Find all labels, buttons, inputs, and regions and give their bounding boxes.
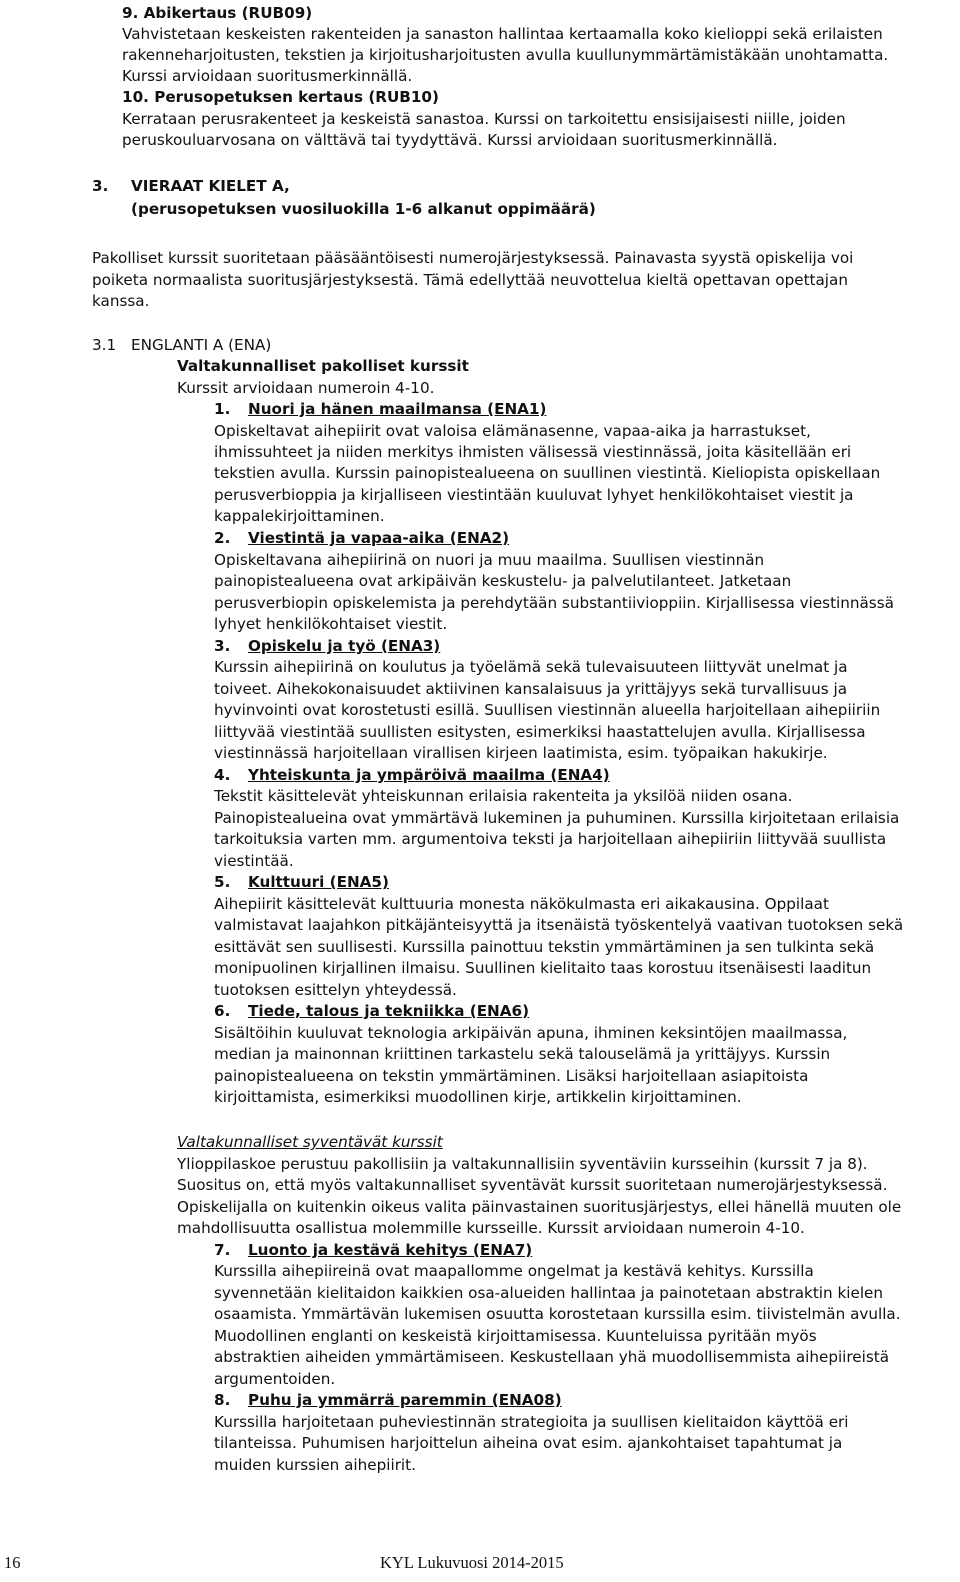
ena1-line-1: Opiskeltavat aihepiirit ovat valoisa elämänasenne, vapaa-aika ja harrastukset, bbox=[214, 422, 811, 440]
ena5-line-3: esittävät sen suullisesti. Kurssilla painottuu tekstin ymmärtäminen ja sen tulkinta sekä bbox=[214, 938, 875, 956]
course-title-ena4: Yhteiskunta ja ympäröivä maailma (ENA4) bbox=[248, 766, 610, 784]
page-number: 16 bbox=[4, 1553, 21, 1572]
advanced-intro-line-3: Opiskelijalla on kuitenkin oikeus valita päinvastainen suoritusjärjestys, ellei hänellä muuten ole bbox=[177, 1198, 902, 1216]
ena7-line-1: Kurssilla aihepiireinä ovat maapallomme ongelmat ja kestävä kehitys. Kurssilla bbox=[214, 1262, 814, 1280]
ena1-line-4: perusverbioppia ja kirjalliseen viestintään kuuluvat lyhyet henkilökohtaiset viestit ja bbox=[214, 486, 854, 504]
advanced-heading: Valtakunnalliset syventävät kurssit bbox=[177, 1133, 443, 1151]
ena7-line-5: abstraktien aiheiden ymmärtämiseen. Keskustellaan yhä muodollisemmista aihepiireistä bbox=[214, 1348, 890, 1366]
ena08-line-2: tilanteissa. Puhumisen harjoittelun aiheina ovat esim. ajankohtaiset tapahtumat ja bbox=[214, 1434, 843, 1452]
ena1-line-5: kappalekirjoittaminen. bbox=[214, 507, 385, 525]
ena2-line-4: lyhyet henkilökohtaiset viestit. bbox=[214, 615, 448, 633]
course-title-ena08: Puhu ja ymmärrä paremmin (ENA08) bbox=[248, 1391, 562, 1409]
ena08-line-1: Kurssilla harjoitetaan puheviestinnän strategioita ja suullisen kielitaidon käyttöä eri bbox=[214, 1413, 849, 1431]
section-number: 3. bbox=[92, 177, 109, 195]
rub10-line-1: Kerrataan perusrakenteet ja keskeistä sanastoa. Kurssi on tarkoitettu ensisijaisesti niille, joiden bbox=[122, 110, 846, 128]
section-intro-line-1: Pakolliset kurssit suoritetaan pääsääntöisesti numerojärjestyksessä. Painavasta syystä opiskelija voi bbox=[92, 249, 854, 267]
course-title-ena7: Luonto ja kestävä kehitys (ENA7) bbox=[248, 1241, 533, 1259]
ena4-line-2: Painopistealueina ovat ymmärtävä lukeminen ja puhuminen. Kurssilla kirjoitetaan erilaisia bbox=[214, 809, 900, 827]
course-number: 4. bbox=[214, 766, 231, 784]
course-number: 8. bbox=[214, 1391, 231, 1409]
course-title-ena2: Viestintä ja vapaa-aika (ENA2) bbox=[248, 529, 510, 547]
section-title: VIERAAT KIELET A, bbox=[131, 177, 290, 195]
course-number: 2. bbox=[214, 529, 231, 547]
course-title-rub10: 10. Perusopetuksen kertaus (RUB10) bbox=[122, 88, 439, 106]
ena6-line-4: kirjoittamista, esimerkiksi muodollinen kirje, artikkelin kirjoittaminen. bbox=[214, 1088, 742, 1106]
rub09-line-1: Vahvistetaan keskeisten rakenteiden ja sanaston hallintaa kertaamalla koko kielioppi sekä erilaisten bbox=[122, 25, 883, 43]
section-subtitle: (perusopetuksen vuosiluokilla 1‑6 alkanut oppimäärä) bbox=[131, 200, 596, 218]
course-title-ena5: Kulttuuri (ENA5) bbox=[248, 873, 389, 891]
ena7-line-6: argumentoiden. bbox=[214, 1370, 336, 1388]
subsection-number: 3.1 bbox=[92, 336, 117, 354]
advanced-intro-line-4: mahdollisuutta osallistua molemmille kursseille. Kurssit arvioidaan numeroin 4-10. bbox=[177, 1219, 805, 1237]
ena2-line-2: painopistealueena ovat arkipäivän keskustelu- ja palvelutilanteet. Jatketaan bbox=[214, 572, 792, 590]
rub09-line-2: rakenneharjoitusten, tekstien ja kirjoitusharjoitusten avulla kuullunymmärtämistäkään unohtamatta. bbox=[122, 46, 889, 64]
advanced-intro-line-2: Suositus on, että myös valtakunnalliset syventävät kurssit suoritetaan numerojärjestyksessä. bbox=[177, 1176, 888, 1194]
mandatory-heading: Valtakunnalliset pakolliset kurssit bbox=[177, 357, 469, 375]
grading-note: Kurssit arvioidaan numeroin 4-10. bbox=[177, 379, 435, 397]
ena5-line-5: tuotoksen esittelyn yhteydessä. bbox=[214, 981, 457, 999]
ena1-line-2: ihmissuhteet ja niiden merkitys ihmisten välisessä viestinnässä, joita käsitellään eri bbox=[214, 443, 852, 461]
ena6-line-3: painopistealueena on tekstin ymmärtäminen. Lisäksi harjoitellaan asiapitoista bbox=[214, 1067, 809, 1085]
course-number: 7. bbox=[214, 1241, 231, 1259]
course-number: 3. bbox=[214, 637, 231, 655]
ena08-line-3: muiden kurssien aihepiirit. bbox=[214, 1456, 416, 1474]
ena3-line-3: hyvinvointi ovat korostetusti esillä. Suullisen viestinnän alueella harjoitellaan aihepiiriin bbox=[214, 701, 881, 719]
section-intro-line-3: kanssa. bbox=[92, 292, 150, 310]
course-number: 6. bbox=[214, 1002, 231, 1020]
course-title-ena6: Tiede, talous ja tekniikka (ENA6) bbox=[248, 1002, 530, 1020]
ena2-line-3: perusverbiopin opiskelemista ja perehdytään substantiivioppiin. Kirjallisessa viestinnässä bbox=[214, 594, 894, 612]
course-title-rub09: 9. Abikertaus (RUB09) bbox=[122, 4, 313, 22]
course-number: 1. bbox=[214, 400, 231, 418]
ena2-line-1: Opiskeltavana aihepiirinä on nuori ja muu maailma. Suullisen viestinnän bbox=[214, 551, 765, 569]
course-title-ena1: Nuori ja hänen maailmansa (ENA1) bbox=[248, 400, 547, 418]
rub09-line-3: Kurssi arvioidaan suoritusmerkinnällä. bbox=[122, 67, 413, 85]
ena7-line-4: Muodollinen englanti on keskeistä kirjoittamisessa. Kuunteluissa pyritään myös bbox=[214, 1327, 817, 1345]
running-footer: KYL Lukuvuosi 2014-2015 bbox=[380, 1553, 564, 1572]
section-intro-line-2: poiketa normaalista suoritusjärjestyksestä. Tämä edellyttää neuvottelua kieltä opettavan opettajan bbox=[92, 271, 848, 289]
ena5-line-1: Aihepiirit käsittelevät kulttuuria monesta näkökulmasta eri aikakausina. Oppilaat bbox=[214, 895, 829, 913]
course-number: 5. bbox=[214, 873, 231, 891]
ena4-line-1: Tekstit käsittelevät yhteiskunnan erilaisia rakenteita ja yksilöä niiden osana. bbox=[214, 787, 793, 805]
ena4-line-4: viestintää. bbox=[214, 852, 294, 870]
ena5-line-2: valmistavat laajahkon pitkäjänteisyyttä ja itsenäistä työskentelyä vaativan tuotoksen sekä bbox=[214, 916, 904, 934]
ena7-line-2: syvennetään kielitaidon kaikkien osa-alueiden hallintaa ja painotetaan abstraktin kielen bbox=[214, 1284, 884, 1302]
ena3-line-5: viestinnässä harjoitellaan virallisen kirjeen laatimista, esim. työpaikan hakukirje. bbox=[214, 744, 828, 762]
subsection-title: ENGLANTI A (ENA) bbox=[131, 336, 272, 354]
ena3-line-4: liittyvää viestintää suullisten esitysten, esimerkiksi haastattelujen avulla. Kirjallisessa bbox=[214, 723, 866, 741]
ena6-line-2: median ja mainonnan kriittinen tarkastelu sekä talouselämä ja yrittäjyys. Kurssin bbox=[214, 1045, 831, 1063]
rub10-line-2: peruskouluarvosana on välttävä tai tyydyttävä. Kurssi arvioidaan suoritusmerkinnällä. bbox=[122, 131, 778, 149]
ena7-line-3: osaamista. Ymmärtävän lukemisen osuutta korostetaan kurssilla esim. tiivistelmän avulla. bbox=[214, 1305, 901, 1323]
course-title-ena3: Opiskelu ja työ (ENA3) bbox=[248, 637, 441, 655]
ena4-line-3: tarkoituksia varten mm. argumentoiva teksti ja harjoitellaan aihepiiriin liittyvää suullista bbox=[214, 830, 887, 848]
ena1-line-3: tekstien avulla. Kurssin painopistealueena on suullinen viestintä. Kieliopista opiskellaan bbox=[214, 464, 881, 482]
ena5-line-4: monipuolinen kirjallinen ilmaisu. Suullinen kielitaito taas korostuu itsenäisesti laaditun bbox=[214, 959, 872, 977]
ena3-line-1: Kurssin aihepiirinä on koulutus ja työelämä sekä tulevaisuuteen liittyvät unelmat ja bbox=[214, 658, 848, 676]
advanced-intro-line-1: Ylioppilaskoe perustuu pakollisiin ja valtakunnallisiin syventäviin kursseihin (kurssit 7 ja 8). bbox=[177, 1155, 868, 1173]
ena6-line-1: Sisältöihin kuuluvat teknologia arkipäivän apuna, ihminen keksintöjen maailmassa, bbox=[214, 1024, 848, 1042]
ena3-line-2: toiveet. Aihekokonaisuudet aktiivinen kansalaisuus ja yrittäjyys sekä turvallisuus ja bbox=[214, 680, 848, 698]
